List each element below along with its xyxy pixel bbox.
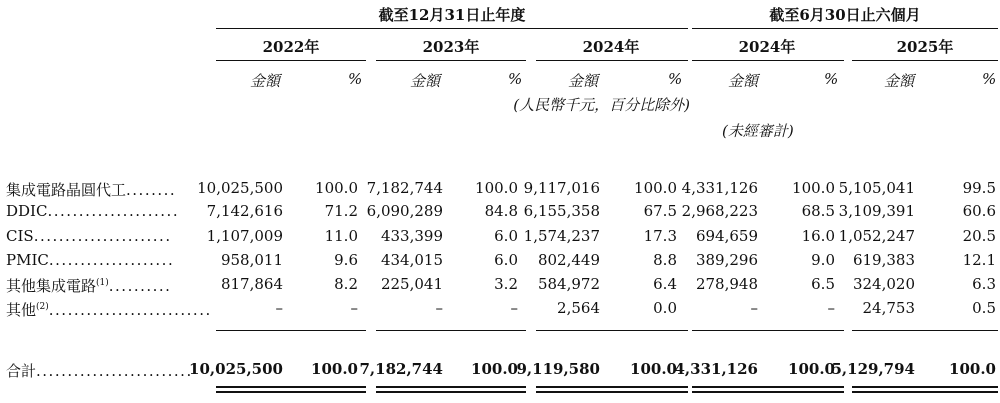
table-cell: 20.5 [962,227,996,245]
double-rule-line [692,386,844,388]
table-cell: 1,052,247 [838,227,915,245]
table-cell: 99.5 [962,179,996,197]
row-label-text: 其他集成電路 [6,277,97,295]
row-label-leader: .......... [108,277,172,295]
group-rule-six-months [692,28,998,29]
table-cell: 1,574,237 [523,227,600,245]
table-cell: 9,117,016 [523,179,600,197]
pct-header-2023: % [508,70,523,88]
table-cell: 7,142,616 [206,202,283,220]
total-cell: 4,331,126 [674,360,758,378]
table-cell: 9.6 [334,251,358,269]
year-rule-2024 [536,60,688,61]
year-header-2024-h1: 2024年 [738,38,796,56]
table-cell: 6.4 [653,275,677,293]
pct-header-2024: % [668,70,683,88]
subtotal-rule-2022 [216,330,366,331]
subtotal-rule-2024 [536,330,688,331]
table-cell: 5,105,041 [838,179,915,197]
double-rule-line [852,386,998,388]
year-header-2022: 2022年 [262,38,320,56]
total-cell: 10,025,500 [189,360,283,378]
table-cell: 433,399 [380,227,443,245]
row-label-text: CIS [6,227,34,245]
table-cell: – [275,299,283,317]
pct-header-2025-h1: % [982,70,997,88]
table-cell: 3,109,391 [838,202,915,220]
group-rule-fiscal-year [216,28,688,29]
table-cell: 7,182,744 [366,179,443,197]
table-cell: 17.3 [643,227,677,245]
table-cell: 324,020 [852,275,915,293]
table-cell: 6,155,358 [523,202,600,220]
footnote-marker: (1) [96,278,109,288]
table-cell: 84.8 [484,202,518,220]
row-label [6,179,176,200]
total-cell: 7,182,744 [359,360,443,378]
total-cell: 100.0 [471,360,518,378]
table-cell: 12.1 [962,251,996,269]
double-rule-line [376,391,526,393]
currency-note: (人民幣千元，百分比除外) [513,96,690,114]
footnote-marker: (2) [36,302,49,312]
total-label-leader: ......................... [36,362,193,380]
total-cell: 5,129,794 [831,360,915,378]
row-label-leader: ..................... [47,202,180,220]
subtotal-rule-2025-h1 [852,330,998,331]
table-cell: 389,296 [695,251,758,269]
table-cell: – [350,299,358,317]
row-label [6,202,179,220]
year-rule-2022 [216,60,366,61]
table-cell: – [827,299,835,317]
double-rule-line [536,386,688,388]
amount-header-2025-h1: 金額 [884,72,915,90]
table-cell: 817,864 [220,275,283,293]
total-cell: 9,119,580 [516,360,600,378]
amount-header-2024: 金額 [568,72,599,90]
table-cell: – [435,299,443,317]
row-label-text: 其他 [6,301,37,319]
table-cell: 4,331,126 [681,179,758,197]
row-label [6,227,172,245]
unaudited-note: (未經審計) [722,122,794,140]
amount-header-2023: 金額 [410,72,441,90]
table-cell: 225,041 [380,275,443,293]
total-cell: 100.0 [788,360,835,378]
year-rule-2024-h1 [692,60,844,61]
double-rule-line [852,391,998,393]
year-header-2025-h1: 2025年 [896,38,954,56]
total-label-text: 合計 [6,362,37,380]
table-cell: 6.3 [972,275,996,293]
double-rule-line [692,391,844,393]
table-cell: 434,015 [380,251,443,269]
table-cell: 0.5 [972,299,996,317]
table-cell: 10,025,500 [197,179,283,197]
table-cell: 6.5 [811,275,835,293]
table-cell: 0.0 [653,299,677,317]
table-cell: 802,449 [537,251,600,269]
table-cell: 60.6 [962,202,996,220]
table-cell: 100.0 [475,179,518,197]
table-cell: 584,972 [537,275,600,293]
double-rule-line [536,391,688,393]
table-cell: 100.0 [315,179,358,197]
table-cell: 8.2 [334,275,358,293]
table-cell: 8.8 [653,251,677,269]
table-cell: – [750,299,758,317]
amount-header-2024-h1: 金額 [728,72,759,90]
year-header-2024: 2024年 [582,38,640,56]
row-label [6,251,174,269]
table-cell: 6.0 [494,227,518,245]
pct-header-2022: % [348,70,363,88]
row-label-leader: .................... [48,251,175,269]
group-header-fiscal-year: 截至12月31日止年度 [378,6,526,24]
table-cell: 3.2 [494,275,518,293]
table-cell: 67.5 [643,202,677,220]
group-header-six-months: 截至6月30日止六個月 [769,6,921,24]
table-cell: 2,968,223 [681,202,758,220]
row-label [6,275,171,296]
row-label-leader: .......................... [48,301,212,319]
table-cell: 100.0 [792,179,835,197]
row-label-leader: ...................... [33,227,172,245]
table-cell: 100.0 [634,179,677,197]
table-cell: 11.0 [324,227,358,245]
row-label-leader: ........ [126,181,177,199]
double-rule-line [376,386,526,388]
table-cell: 24,753 [862,299,915,317]
row-label-text: DDIC [6,202,48,220]
table-cell: 278,948 [695,275,758,293]
table-cell: 68.5 [801,202,835,220]
year-rule-2023 [376,60,526,61]
table-cell: 619,383 [852,251,915,269]
table-cell: 6.0 [494,251,518,269]
year-rule-2025-h1 [852,60,998,61]
table-cell: 71.2 [324,202,358,220]
table-cell: 958,011 [220,251,283,269]
total-cell: 100.0 [949,360,996,378]
row-label-text: 集成電路晶圓代工 [6,181,127,199]
year-header-2023: 2023年 [422,38,480,56]
double-rule-line [216,391,366,393]
total-cell: 100.0 [630,360,677,378]
table-cell: 1,107,009 [206,227,283,245]
amount-header-2022: 金額 [250,72,281,90]
subtotal-rule-2023 [376,330,526,331]
table-cell: 2,564 [557,299,600,317]
double-rule-line [216,386,366,388]
pct-header-2024-h1: % [824,70,839,88]
table-cell: – [510,299,518,317]
table-cell: 9.0 [811,251,835,269]
table-cell: 6,090,289 [366,202,443,220]
table-cell: 694,659 [695,227,758,245]
subtotal-rule-2024-h1 [692,330,844,331]
row-label-text: PMIC [6,251,49,269]
table-cell: 16.0 [801,227,835,245]
total-cell: 100.0 [311,360,358,378]
